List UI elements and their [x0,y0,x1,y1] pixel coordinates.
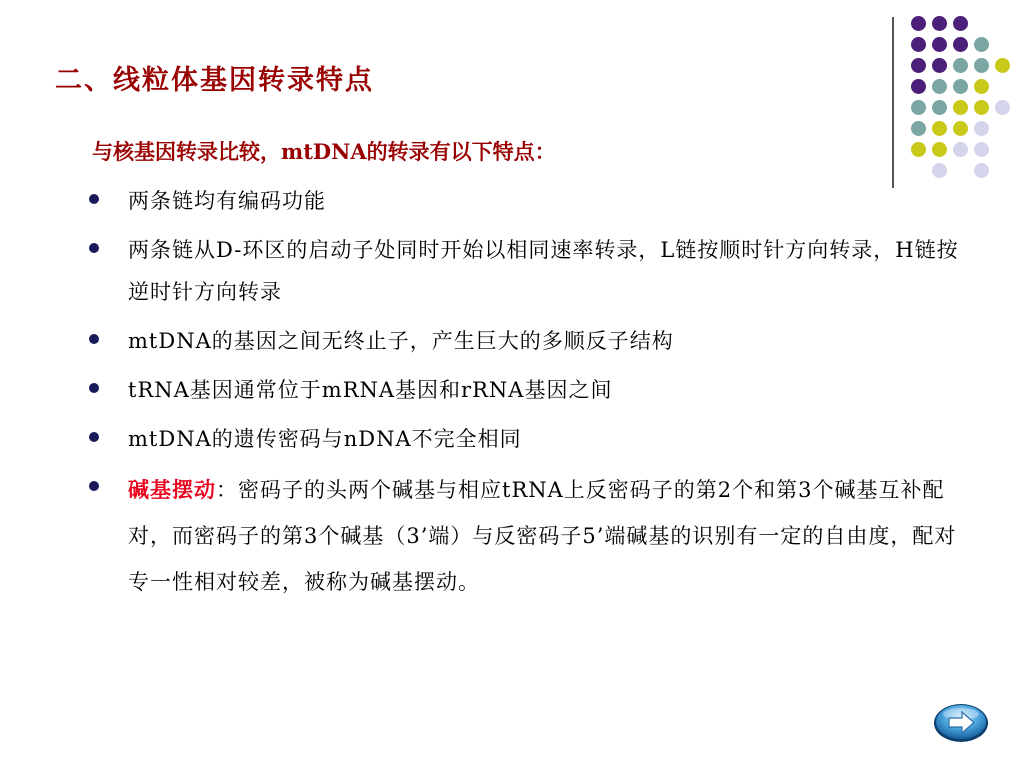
bullet-item [88,467,968,605]
decor-dot-teal [911,100,926,115]
bullet-item [88,229,968,313]
slide-title: 二、线粒体基因转录特点 [55,65,374,96]
bullet-highlight: 碱基摆动 [128,477,216,502]
decor-dot-purple [911,58,926,73]
decor-dot-teal [932,100,947,115]
slide-subtitle: 与核基因转录比较，mtDNA的转录有以下特点： [92,139,556,164]
bullet-icon [89,432,99,442]
decor-dot-lavender [995,100,1010,115]
bullet-item [88,320,968,362]
decor-dot-teal [974,58,989,73]
decor-dot-purple [932,16,947,31]
bullet-text: 两条链均有编码功能 [128,189,326,213]
right-arrow-icon [932,702,990,744]
decor-dot-teal [932,79,947,94]
bullet-text: tRNA基因通常位于mRNA基因和rRNA基因之间 [128,378,613,402]
decor-dot-yellow [974,79,989,94]
decor-dot-purple [911,79,926,94]
decor-dot-purple [911,37,926,52]
decor-dot-yellow [932,142,947,157]
bullet-text: mtDNA的遗传密码与nDNA不完全相同 [128,427,522,451]
bullet-text: mtDNA的基因之间无终止子，产生巨大的多顺反子结构 [128,329,674,353]
divider-line [892,17,894,188]
dot-grid-decoration [0,0,1024,200]
decor-dot-teal [953,58,968,73]
decor-dot-lavender [974,163,989,178]
decor-dot-purple [911,16,926,31]
decor-dot-lavender [974,121,989,136]
decor-dot-yellow [932,121,947,136]
decor-dot-yellow [911,142,926,157]
decor-dot-purple [932,37,947,52]
decor-dot-teal [911,121,926,136]
bullet-item [88,180,968,222]
decor-dot-teal [953,79,968,94]
bullet-icon [89,334,99,344]
decor-dot-lavender [932,163,947,178]
bullet-icon [89,243,99,253]
decor-dot-lavender [974,142,989,157]
decor-dot-purple [932,58,947,73]
decor-dot-yellow [953,121,968,136]
bullet-list [88,180,968,612]
bullet-icon [89,383,99,393]
next-slide-button[interactable] [932,702,990,744]
decor-dot-lavender [953,142,968,157]
bullet-item [88,418,968,460]
bullet-text: ：密码子的头两个碱基与相应tRNA上反密码子的第2个和第3个碱基互补配对，而密码子的第3个碱基（3’端）与反密码子5’端碱基的识别有一定的自由度，配对专一性相对较差，被称为碱基摆动。 [128,478,957,594]
decor-dot-purple [953,37,968,52]
decor-dot-yellow [953,100,968,115]
bullet-item [88,369,968,411]
decor-dot-teal [974,37,989,52]
bullet-text: 两条链从D-环区的启动子处同时开始以相同速率转录，L链按顺时针方向转录，H链按逆时针方向转录 [128,238,959,304]
bullet-icon [89,194,99,204]
decor-dot-yellow [974,100,989,115]
bullet-icon [89,481,99,491]
decor-dot-yellow [995,58,1010,73]
decor-dot-purple [953,16,968,31]
